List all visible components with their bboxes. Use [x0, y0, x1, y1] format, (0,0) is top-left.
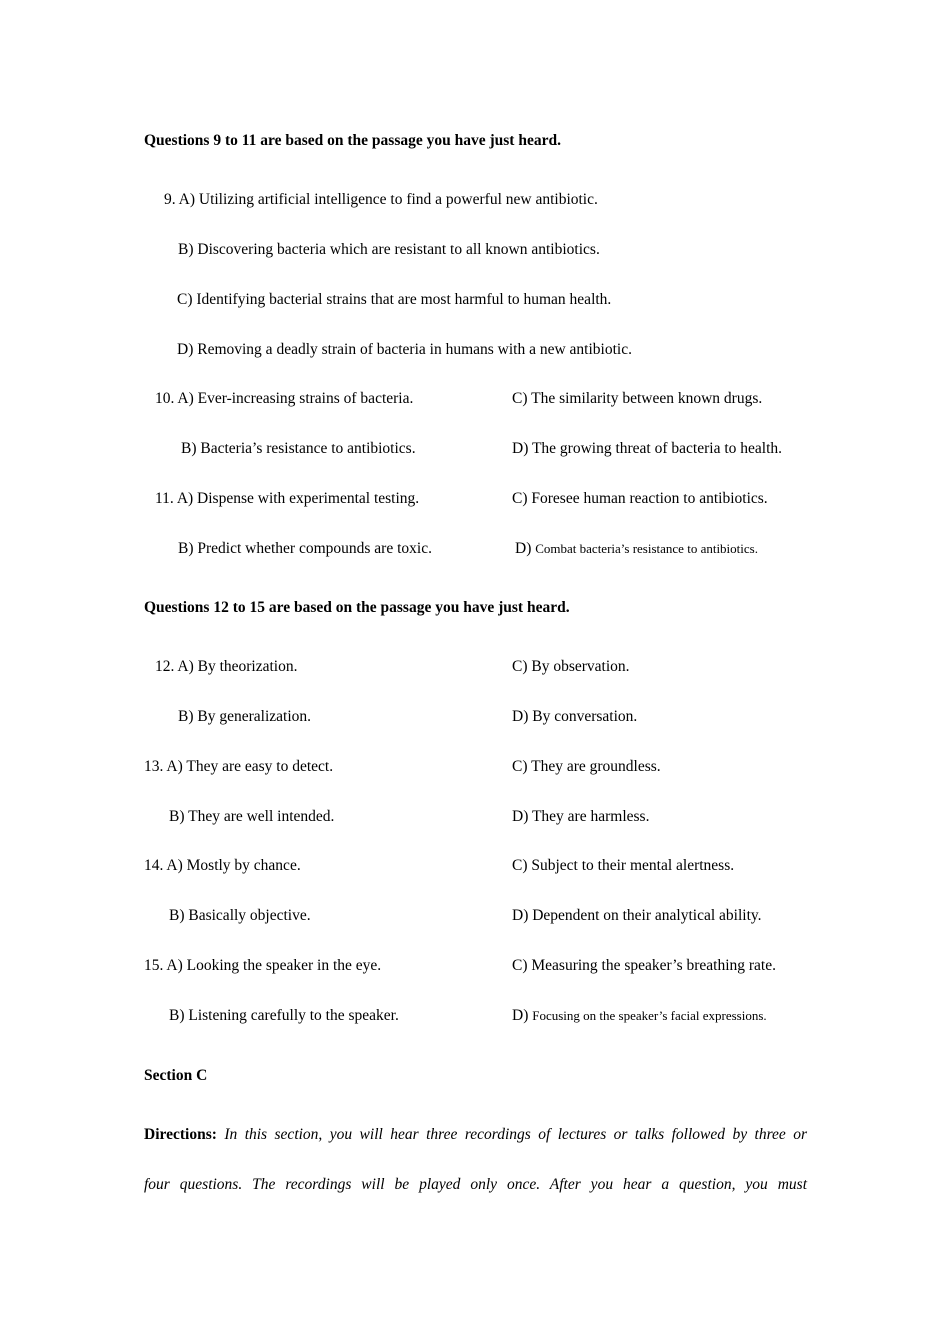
q9-option-b: B) Discovering bacteria which are resistant to all known antibiotics. [178, 241, 600, 258]
q13-option-d: D) They are harmless. [512, 808, 650, 825]
q10-option-b: B) Bacteria’s resistance to antibiotics. [181, 440, 416, 457]
q15-option-a: 15. A) Looking the speaker in the eye. [144, 957, 382, 974]
q11-option-c: C) Foresee human reaction to antibiotics. [512, 490, 768, 507]
q11-option-d-text: Combat bacteria’s resistance to antibiotics. [535, 541, 758, 556]
q12-option-c: C) By observation. [512, 658, 630, 675]
q12-option-d: D) By conversation. [512, 708, 638, 725]
q13-option-b: B) They are well intended. [169, 808, 335, 825]
section-c-title: Section C [144, 1067, 208, 1084]
q9-option-d: D) Removing a deadly strain of bacteria in humans with a new antibiotic. [177, 341, 632, 358]
q10-option-d: D) The growing threat of bacteria to health. [512, 440, 783, 457]
q15-option-d [512, 1006, 767, 1026]
q12-option-a: 12. A) By theorization. [155, 658, 298, 675]
q15-option-c: C) Measuring the speaker’s breathing rate. [512, 957, 776, 974]
q12-option-b: B) By generalization. [178, 708, 311, 725]
q10-option-a: 10. A) Ever-increasing strains of bacteria. [155, 390, 414, 407]
q14-option-c: C) Subject to their mental alertness. [512, 857, 735, 874]
heading-questions-9-11: Questions 9 to 11 are based on the passage you have just heard. [144, 132, 561, 149]
q14-option-a: 14. A) Mostly by chance. [144, 857, 301, 874]
q11-option-a: 11. A) Dispense with experimental testing. [155, 490, 420, 507]
q9-option-a: 9. A) Utilizing artificial intelligence to find a powerful new antibiotic. [164, 191, 598, 208]
q14-option-b: B) Basically objective. [169, 907, 311, 924]
q11-option-d-prefix: D) [515, 540, 532, 557]
directions-line-1 [144, 1125, 807, 1145]
q11-option-b: B) Predict whether compounds are toxic. [178, 540, 432, 557]
directions-label: Directions: [144, 1126, 217, 1143]
q15-option-d-text: Focusing on the speaker’s facial expressions. [532, 1008, 767, 1023]
q11-option-d [515, 539, 758, 559]
q13-option-c: C) They are groundless. [512, 758, 661, 775]
q13-option-a: 13. A) They are easy to detect. [144, 758, 334, 775]
q15-option-d-prefix: D) [512, 1007, 529, 1024]
q14-option-d: D) Dependent on their analytical ability. [512, 907, 762, 924]
directions-line-2: four questions. The recordings will be played only once. After you hear a question, you must [144, 1176, 807, 1193]
q15-option-b: B) Listening carefully to the speaker. [169, 1007, 399, 1024]
q9-option-c: C) Identifying bacterial strains that are most harmful to human health. [177, 291, 612, 308]
q10-option-c: C) The similarity between known drugs. [512, 390, 763, 407]
heading-questions-12-15: Questions 12 to 15 are based on the passage you have just heard. [144, 599, 570, 616]
directions-text-1: In this section, you will hear three recordings of lectures or talks followed by three or [224, 1126, 807, 1143]
